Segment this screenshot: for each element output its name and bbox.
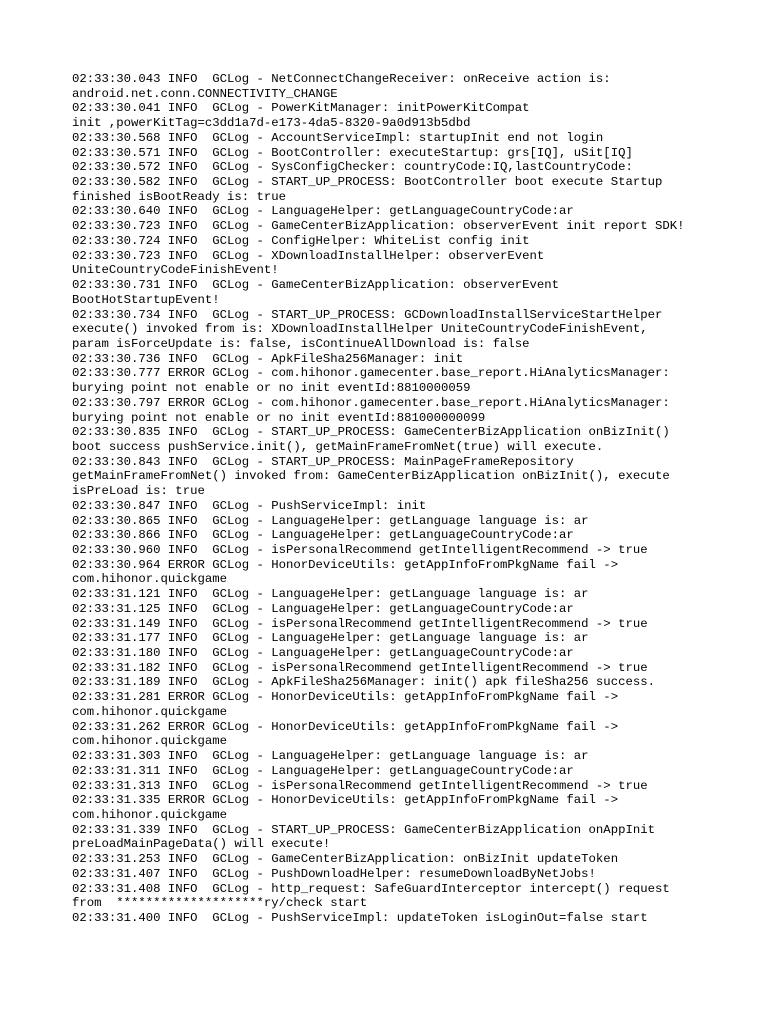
log-line: 02:33:31.125 INFO GCLog - LanguageHelper: getLanguageCountryCode:ar <box>72 601 574 616</box>
log-line: 02:33:31.121 INFO GCLog - LanguageHelper: getLanguage language is: ar <box>72 587 589 602</box>
log-line: execute() invoked from is: XDownloadInstallHelper UniteCountryCodeFinishEvent, <box>72 322 648 337</box>
log-line: 02:33:31.311 INFO GCLog - LanguageHelper: getLanguageCountryCode:ar <box>72 763 574 778</box>
log-line: 02:33:31.180 INFO GCLog - LanguageHelper: getLanguageCountryCode:ar <box>72 646 574 661</box>
log-line: 02:33:31.335 ERROR GCLog - HonorDeviceUtils: getAppInfoFromPkgName fail -> <box>72 793 619 808</box>
log-line: 02:33:31.408 INFO GCLog - http_request: SafeGuardInterceptor intercept() request <box>72 881 670 896</box>
log-line: 02:33:31.262 ERROR GCLog - HonorDeviceUtils: getAppInfoFromPkgName fail -> <box>72 719 619 734</box>
log-line: 02:33:30.582 INFO GCLog - START_UP_PROCESS: BootController boot execute Startup <box>72 175 663 190</box>
log-line: 02:33:30.041 INFO GCLog - PowerKitManager: initPowerKitCompat <box>72 101 530 116</box>
log-line: 02:33:30.847 INFO GCLog - PushServiceImpl: init <box>72 498 427 513</box>
log-line: 02:33:31.149 INFO GCLog - isPersonalRecommend getIntelligentRecommend -> true <box>72 616 648 631</box>
log-line: 02:33:30.843 INFO GCLog - START_UP_PROCESS: MainPageFrameRepository <box>72 454 574 469</box>
log-line: 02:33:30.960 INFO GCLog - isPersonalRecommend getIntelligentRecommend -> true <box>72 543 648 557</box>
log-line: 02:33:30.835 INFO GCLog - START_UP_PROCESS: GameCenterBizApplication onBizInit() <box>72 425 670 440</box>
log-line: 02:33:30.640 INFO GCLog - LanguageHelper: getLanguageCountryCode:ar <box>72 204 574 219</box>
log-line: 02:33:30.736 INFO GCLog - ApkFileSha256Manager: init <box>72 351 464 366</box>
log-line: 02:33:30.572 INFO GCLog - SysConfigChecker: countryCode:IQ,lastCountryCode: <box>72 160 633 175</box>
log-line: 02:33:31.400 INFO GCLog - PushServiceImpl: updateToken isLoginOut=false start <box>72 910 648 925</box>
log-line: boot success pushService.init(), getMainFrameFromNet(true) will execute. <box>72 439 604 454</box>
log-line: 02:33:30.723 INFO GCLog - GameCenterBizApplication: observerEvent init report SDK! <box>72 219 685 234</box>
log-line: 02:33:30.865 INFO GCLog - LanguageHelper: getLanguage language is: ar <box>72 513 589 528</box>
log-line: param isForceUpdate is: false, isContinueAllDownload is: false <box>72 336 530 351</box>
log-line: burying point not enable or no init eventId:881000000099 <box>72 410 486 425</box>
log-line: 02:33:30.797 ERROR GCLog - com.hihonor.gamecenter.base_report.HiAnalyticsManager: <box>72 395 670 410</box>
log-line: 02:33:30.568 INFO GCLog - AccountServiceImpl: startupInit end not login <box>72 130 604 145</box>
log-line: burying point not enable or no init eventId:8810000059 <box>72 381 471 396</box>
log-line: 02:33:31.303 INFO GCLog - LanguageHelper: getLanguage language is: ar <box>72 749 589 764</box>
log-line: 02:33:30.866 INFO GCLog - LanguageHelper: getLanguageCountryCode:ar <box>72 528 574 543</box>
log-line: 02:33:30.777 ERROR GCLog - com.hihonor.gamecenter.base_report.HiAnalyticsManager: <box>72 366 670 381</box>
log-line: com.hihonor.quickgame <box>72 704 227 719</box>
log-line: com.hihonor.quickgame <box>72 734 227 749</box>
log-line: 02:33:30.734 INFO GCLog - START_UP_PROCESS: GCDownloadInstallServiceStartHelper <box>72 307 663 322</box>
log-line: isPreLoad is: true <box>72 484 205 499</box>
log-line: 02:33:31.177 INFO GCLog - LanguageHelper: getLanguage language is: ar <box>72 631 589 646</box>
log-line: 02:33:30.724 INFO GCLog - ConfigHelper: WhiteList config init <box>72 233 530 248</box>
log-line: 02:33:31.182 INFO GCLog - isPersonalRecommend getIntelligentRecommend -> true <box>72 660 648 675</box>
log-line: 02:33:31.407 INFO GCLog - PushDownloadHelper: resumeDownloadByNetJobs! <box>72 866 596 881</box>
log-line: android.net.conn.CONNECTIVITY_CHANGE <box>72 86 338 101</box>
log-line: 02:33:31.189 INFO GCLog - ApkFileSha256Manager: init() apk fileSha256 success. <box>72 675 655 690</box>
log-line: com.hihonor.quickgame <box>72 807 227 822</box>
log-line: getMainFrameFromNet() invoked from: GameCenterBizApplication onBizInit(), execute <box>72 469 670 484</box>
log-line: 02:33:30.731 INFO GCLog - GameCenterBizApplication: observerEvent <box>72 278 560 293</box>
log-line: 02:33:30.043 INFO GCLog - NetConnectChangeReceiver: onReceive action is: <box>72 72 611 86</box>
log-line: finished isBootReady is: true <box>72 189 287 204</box>
log-line: 02:33:31.313 INFO GCLog - isPersonalRecommend getIntelligentRecommend -> true <box>72 778 648 793</box>
log-line: preLoadMainPageData() will execute! <box>72 837 331 852</box>
log-line: UniteCountryCodeFinishEvent! <box>72 263 279 278</box>
log-line: 02:33:30.571 INFO GCLog - BootController: executeStartup: grs[IQ], uSit[IQ] <box>72 145 633 160</box>
log-output <box>72 72 752 926</box>
log-line: 02:33:31.281 ERROR GCLog - HonorDeviceUtils: getAppInfoFromPkgName fail -> <box>72 690 619 705</box>
log-line: from ********************ry/check start <box>72 896 368 911</box>
log-line: 02:33:30.723 INFO GCLog - XDownloadInstallHelper: observerEvent <box>72 248 545 263</box>
log-line: 02:33:31.253 INFO GCLog - GameCenterBizApplication: onBizInit updateToken <box>72 852 619 867</box>
log-line: com.hihonor.quickgame <box>72 572 227 587</box>
log-line: 02:33:31.339 INFO GCLog - START_UP_PROCESS: GameCenterBizApplication onAppInit <box>72 822 655 837</box>
log-line: 02:33:30.964 ERROR GCLog - HonorDeviceUtils: getAppInfoFromPkgName fail -> <box>72 557 619 572</box>
log-line: BootHotStartupEvent! <box>72 292 220 307</box>
log-line: init ,powerKitTag=c3dd1a7d-e173-4da5-8320-9a0d913b5dbd <box>72 116 471 131</box>
